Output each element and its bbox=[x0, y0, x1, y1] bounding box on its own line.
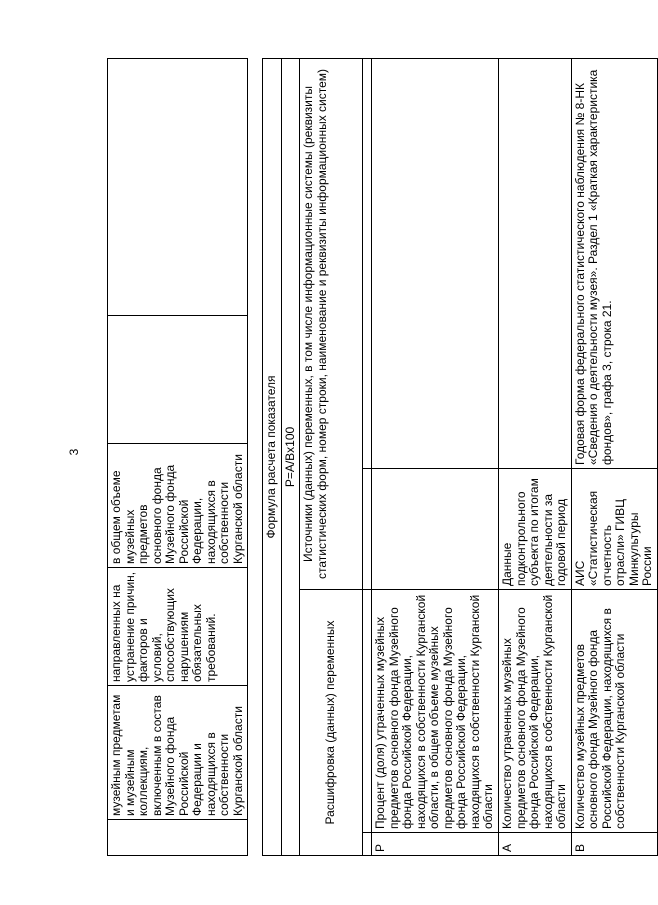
table-row bbox=[571, 58, 657, 855]
table-row bbox=[281, 58, 300, 855]
table-cell bbox=[363, 58, 372, 468]
table-row bbox=[363, 58, 372, 855]
variable-source-form bbox=[499, 58, 572, 468]
table-cell bbox=[363, 469, 372, 590]
continuation-table bbox=[107, 58, 248, 856]
table-cell bbox=[108, 59, 248, 316]
table-cell bbox=[108, 316, 248, 444]
table-cell: музейным предметам и музейным коллекциям, включенным в состав Музейного фонда Российской Федерации и находящихся в собственности Курганской области bbox=[108, 686, 248, 820]
variable-source-form: Годовая форма федерального статистического наблюдения № 8-НК «Сведения о деятельности музея». Раздел 1 «Краткая характеристика фондов», графа 3, строка 21. bbox=[571, 58, 657, 468]
variable-source-system: АИС «Статистическая отчетность отрасли» ГИВЦ Минкультуры России bbox=[571, 469, 657, 590]
page-number: 3 bbox=[67, 448, 81, 456]
table-cell: в общем объеме музейных предметов основного фонда Музейного фонда Российской Федерации, находящихся в собственности Курганской области bbox=[108, 444, 248, 568]
variable-letter: A bbox=[499, 833, 572, 856]
table-row bbox=[372, 58, 499, 855]
variable-source-system: Данные подконтрольного субъекта по итогам деятельности за годовой период bbox=[499, 469, 572, 590]
table-row bbox=[499, 58, 572, 855]
table-cell bbox=[108, 820, 248, 856]
table-cell: направленных на устранение причин, факторов и условий, способствующих нарушениям обязательных требований. bbox=[108, 568, 248, 686]
header-decode: Расшифровка (данных) переменных bbox=[300, 590, 363, 856]
variable-source-system bbox=[372, 469, 499, 590]
table-row bbox=[108, 59, 248, 856]
table-cell bbox=[363, 833, 372, 856]
formula-table bbox=[262, 58, 658, 856]
formula-expression: P=A/Bx100 bbox=[281, 58, 300, 855]
rotated-page-content bbox=[107, 59, 654, 856]
variable-description: Количество музейных предметов основного фонда Музейного фонда Российской Федерации, находящихся в собственности Курганской области bbox=[571, 590, 657, 833]
table-row bbox=[263, 58, 282, 855]
variable-source-form bbox=[372, 58, 499, 468]
formula-caption: Формула расчета показателя bbox=[263, 58, 282, 855]
variable-description: Процент (доля) утраченных музейных предметов основного фонда Музейного фонда Российской Федерации, находящихся в собственности Курганской области, в общем объеме музейных предметов основного фонда Музейного фонда Российской Федерации, находящихся в собственности Курганской области bbox=[372, 590, 499, 833]
header-sources: Источники (данных) переменных, в том числе информационные системы (реквизиты статистических форм, номер строки, наименование и реквизиты информационных систем) bbox=[300, 58, 363, 589]
variable-description: Количество утраченных музейных предметов основного фонда Музейного фонда Российской Федерации, находящихся в собственности Курганской области bbox=[499, 590, 572, 833]
variable-letter: P bbox=[372, 833, 499, 856]
variable-letter: B bbox=[571, 833, 657, 856]
table-header-row bbox=[300, 58, 363, 855]
table-cell bbox=[363, 590, 372, 833]
